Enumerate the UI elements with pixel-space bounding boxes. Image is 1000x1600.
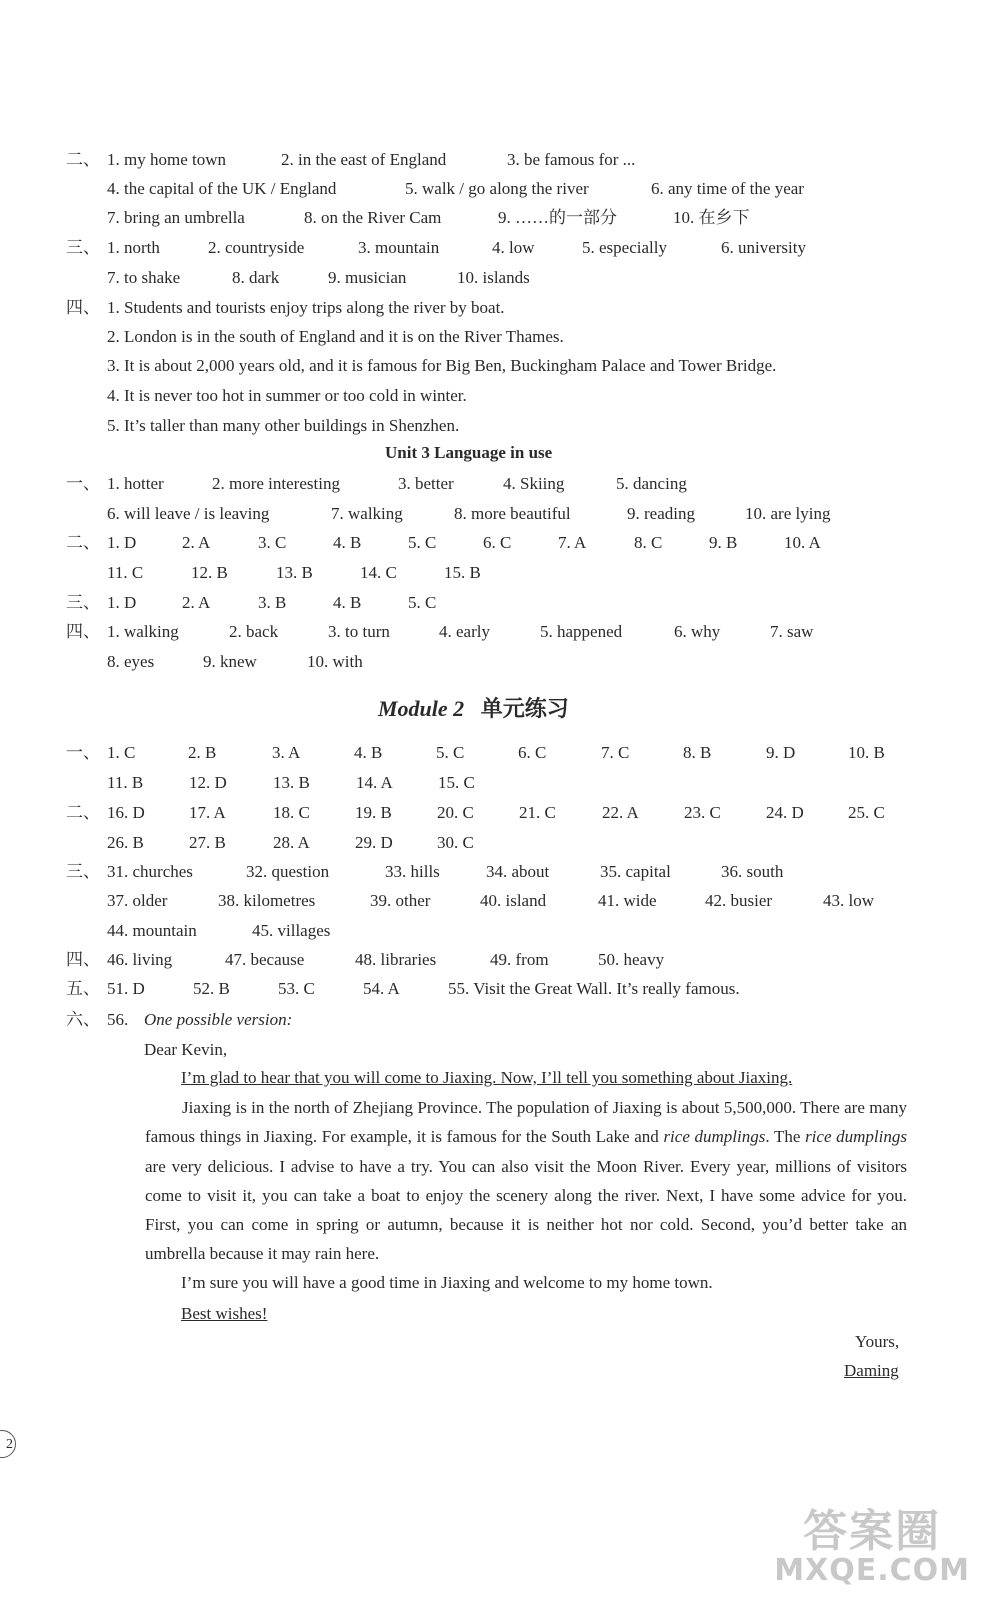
section-label: 四、: [66, 950, 100, 969]
answer: 2. more interesting: [212, 474, 340, 493]
watermark-url: MXQE.COM: [774, 1553, 970, 1588]
answer: 23. C: [684, 803, 721, 822]
answer: 9. reading: [627, 504, 695, 523]
answer: 8. eyes: [107, 652, 155, 671]
answer: 19. B: [355, 803, 392, 822]
answer: 13. B: [276, 563, 313, 582]
answer: 4. the capital of the UK / England: [107, 179, 337, 198]
section-label: 一、: [66, 474, 100, 493]
answer: 30. C: [437, 833, 474, 852]
answer: 2. countryside: [208, 238, 305, 257]
answer: 12. B: [191, 563, 228, 582]
answer: 7. walking: [331, 504, 403, 523]
answer: 8. on the River Cam: [304, 208, 442, 227]
letter-body-text: . The: [765, 1127, 806, 1147]
answer: 38. kilometres: [218, 891, 316, 910]
answer: 3. C: [258, 533, 287, 552]
version-label: One possible version:: [144, 1010, 293, 1029]
answer: 35. capital: [600, 862, 671, 881]
section-label: 四、: [66, 622, 100, 641]
answer: 49. from: [490, 950, 549, 969]
answer: 9. musician: [328, 268, 407, 287]
letter-body-text: Jiaxing is in the north of Zhejiang Province. The population of Jiaxing is about 5,500,000. There are many famous things in Jiaxing. For example, it is famous for the South Lake and: [145, 1098, 907, 1147]
answer: 10. islands: [457, 268, 530, 287]
answer: 6. will leave / is leaving: [107, 504, 270, 523]
answer: 3. It is about 2,000 years old, and it is famous for Big Ben, Buckingham Palace and Tower Bridge.: [107, 356, 777, 375]
answer: 20. C: [437, 803, 474, 822]
answer: 5. It’s taller than many other buildings in Shenzhen.: [107, 416, 460, 435]
answer: 9. knew: [203, 652, 257, 671]
answer: 21. C: [519, 803, 556, 822]
answer: 14. C: [360, 563, 397, 582]
answer: 4. B: [333, 593, 362, 612]
answer: 17. A: [189, 803, 226, 822]
answer: 6. university: [721, 238, 806, 257]
letter-body-text: are very delicious. I advise to have a try. You can also visit the Moon River. Every year, millions of visitors come to visit it, you can take a boat to enjoy the scenery along the river. Next, I have some advice for you. First, you can come in spring or autumn, because it is neither hot nor cold. Second, you’d better take an umbrella because it may rain here.: [145, 1156, 907, 1264]
module-title-italic: Module 2: [378, 696, 465, 721]
answer: 1. D: [107, 533, 137, 552]
question-number: 56.: [107, 1010, 129, 1029]
answer: 51. D: [107, 979, 145, 998]
answer: 11. C: [107, 563, 144, 582]
answer: 26. B: [107, 833, 144, 852]
answer: 5. dancing: [616, 474, 687, 493]
answer: 5. walk / go along the river: [405, 179, 589, 198]
answer: 25. C: [848, 803, 885, 822]
answer: 6. why: [674, 622, 721, 641]
answer: 27. B: [189, 833, 226, 852]
answer: 1. C: [107, 743, 136, 762]
answer: 6. C: [483, 533, 512, 552]
answer: 37. older: [107, 891, 168, 910]
answer: 8. dark: [232, 268, 280, 287]
answer: 1. north: [107, 238, 160, 257]
answer: 5. C: [408, 533, 437, 552]
answer: 28. A: [273, 833, 310, 852]
answer: 41. wide: [598, 891, 657, 910]
answer: 2. B: [188, 743, 217, 762]
answer: 8. B: [683, 743, 712, 762]
section-label: 二、: [66, 803, 100, 822]
answer: 52. B: [193, 979, 230, 998]
answer: 40. island: [480, 891, 547, 910]
section-label: 三、: [66, 862, 100, 881]
answer: 10. B: [848, 743, 885, 762]
letter-body-italic: rice dumplings: [805, 1127, 907, 1147]
answer: 36. south: [721, 862, 784, 881]
answer: 29. D: [355, 833, 393, 852]
answer: 2. A: [182, 593, 211, 612]
answer: 7. to shake: [107, 268, 181, 287]
section-label: 四、: [66, 298, 100, 317]
answer: 10. with: [307, 652, 363, 671]
answer: 54. A: [363, 979, 400, 998]
answer: 13. B: [273, 773, 310, 792]
module-title-cn: 单元练习: [480, 696, 569, 721]
letter-opening: I’m glad to hear that you will come to Jiaxing. Now, I’ll tell you something about Jiaxing.: [181, 1068, 793, 1087]
watermark-logo: 答案圈: [803, 1506, 942, 1557]
answer: 8. more beautiful: [454, 504, 571, 523]
answer: 45. villages: [252, 921, 331, 940]
answer: 14. A: [356, 773, 393, 792]
answer: 32. question: [246, 862, 330, 881]
answer: 5. C: [436, 743, 465, 762]
answer: 33. hills: [385, 862, 440, 881]
answer: 6. C: [518, 743, 547, 762]
answer: 4. low: [492, 238, 535, 257]
answer: 7. A: [558, 533, 587, 552]
answer: 39. other: [370, 891, 431, 910]
answer: 43. low: [823, 891, 874, 910]
answer: 50. heavy: [598, 950, 665, 969]
answer: 10. A: [784, 533, 821, 552]
answer: 4. B: [333, 533, 362, 552]
unit3-title: Unit 3 Language in use: [385, 443, 553, 462]
section-label: 三、: [66, 238, 100, 257]
section-label: 六、: [66, 1010, 100, 1029]
answer: 3. better: [398, 474, 454, 493]
answer: 4. early: [439, 622, 490, 641]
answer: 55. Visit the Great Wall. It’s really famous.: [448, 979, 740, 998]
answer: 1. hotter: [107, 474, 164, 493]
watermark: [774, 1495, 970, 1588]
answer: 7. saw: [770, 622, 814, 641]
answer: 31. churches: [107, 862, 193, 881]
answer: 4. Skiing: [503, 474, 565, 493]
answer: 11. B: [107, 773, 144, 792]
answer: 4. B: [354, 743, 383, 762]
answer: 2. London is in the south of England and it is on the River Thames.: [107, 327, 564, 346]
letter-signature: Daming: [844, 1361, 899, 1380]
answer: 3. B: [258, 593, 287, 612]
answer: 8. C: [634, 533, 663, 552]
answer: 44. mountain: [107, 921, 197, 940]
answer: 3. to turn: [328, 622, 390, 641]
answer: 18. C: [273, 803, 310, 822]
answer: 7. C: [601, 743, 630, 762]
answer: 5. especially: [582, 238, 667, 257]
answer: 34. about: [486, 862, 550, 881]
answer: 9. D: [766, 743, 796, 762]
answer: 1. my home town: [107, 150, 226, 169]
letter-body: [145, 1093, 907, 1269]
section-label: 三、: [66, 593, 100, 612]
answer: 1. walking: [107, 622, 179, 641]
answer: 15. C: [438, 773, 475, 792]
answer: 2. back: [229, 622, 279, 641]
answer: 16. D: [107, 803, 145, 822]
letter-best-wishes: Best wishes!: [181, 1304, 268, 1323]
answer: 2. in the east of England: [281, 150, 447, 169]
answer: 10. are lying: [745, 504, 831, 523]
answer: 9. ……的一部分: [498, 208, 617, 227]
answer: 48. libraries: [355, 950, 437, 969]
answer: 5. happened: [540, 622, 623, 641]
answer: 46. living: [107, 950, 173, 969]
answer: 1. Students and tourists enjoy trips along the river by boat.: [107, 298, 505, 317]
letter-body-italic: rice dumplings: [663, 1127, 766, 1147]
letter-yours: Yours,: [855, 1332, 900, 1351]
section-label: 二、: [66, 533, 100, 552]
section-label: 二、: [66, 150, 100, 169]
page-number: 2: [0, 1430, 16, 1458]
letter-greeting: Dear Kevin,: [144, 1040, 228, 1059]
answer: 1. D: [107, 593, 137, 612]
answer: 7. bring an umbrella: [107, 208, 245, 227]
answer: 47. because: [225, 950, 305, 969]
answer: 53. C: [278, 979, 315, 998]
answer: 3. mountain: [358, 238, 440, 257]
answer: 12. D: [189, 773, 227, 792]
module-title: [378, 692, 569, 723]
answer: 9. B: [709, 533, 738, 552]
section-label: 一、: [66, 743, 100, 762]
letter-closing: I’m sure you will have a good time in Jiaxing and welcome to my home town.: [181, 1273, 713, 1292]
answer: 10. 在乡下: [673, 208, 750, 227]
answer: 22. A: [602, 803, 639, 822]
answer: 2. A: [182, 533, 211, 552]
section-label: 五、: [66, 979, 100, 998]
answer: 42. busier: [705, 891, 773, 910]
answer: 3. be famous for ...: [507, 150, 636, 169]
answer: 5. C: [408, 593, 437, 612]
answer: 6. any time of the year: [651, 179, 804, 198]
answer: 15. B: [444, 563, 481, 582]
answer: 24. D: [766, 803, 804, 822]
answer: 4. It is never too hot in summer or too cold in winter.: [107, 386, 467, 405]
answer: 3. A: [272, 743, 301, 762]
